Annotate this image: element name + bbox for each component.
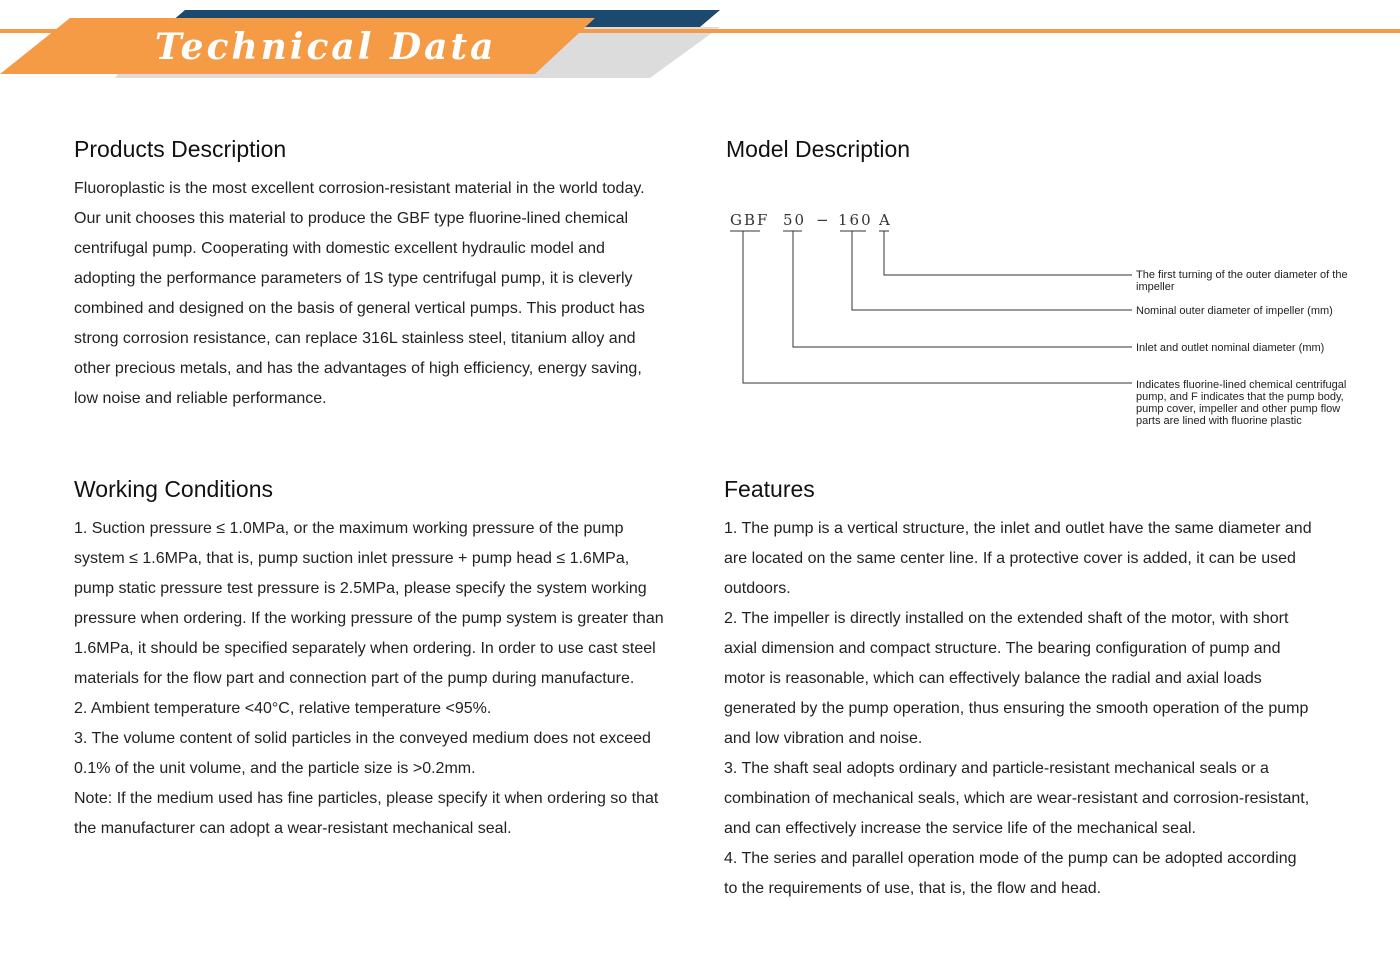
- model-diagram-svg: [726, 200, 1386, 440]
- feature-item: 4. The series and parallel operation mode of the pump can be adopted according to the requirements of use, that is, the flow and head.: [724, 850, 1297, 897]
- label-first-turning-2: impeller: [1136, 281, 1175, 293]
- leader-50: [793, 231, 1132, 347]
- working-condition-note: Note: If the medium used has fine particles, please specify it when ordering so that the manufacturer can adopt a wear-resistant mechanical seal.: [74, 790, 659, 837]
- header-banner: [0, 0, 1400, 90]
- label-fluorine-lined-1: Indicates fluorine-lined chemical centrifugal: [1136, 379, 1347, 391]
- model-code-a: A: [879, 211, 892, 229]
- working-condition-item: 2. Ambient temperature <40°C, relative temperature <95%.: [74, 700, 492, 717]
- products-description-heading: Products Description: [74, 136, 287, 162]
- feature-item: 3. The shaft seal adopts ordinary and particle-resistant mechanical seals or a combination of mechanical seals, which are wear-resistant and corrosion-resistant, and can effectively increase the service life of the mechanical seal.: [724, 760, 1310, 837]
- working-conditions-section: [74, 474, 664, 844]
- leader-160: [852, 231, 1132, 310]
- feature-item: 1. The pump is a vertical structure, the inlet and outlet have the same diameter and are located on the same center line. If a protective cover is added, it can be used outdoors.: [724, 520, 1312, 597]
- leader-a: [884, 231, 1132, 275]
- model-description-heading: Model Description: [726, 136, 911, 162]
- model-code-160: 160: [838, 211, 873, 229]
- working-condition-item: 1. Suction pressure ≤ 1.0MPa, or the maximum working pressure of the pump system ≤ 1.6MPa, that is, pump suction inlet pressure + pump head ≤ 1.6MPa, pump static pressure test pressure is 2.5MPa, please specify the system working pressure when ordering. If the working pressure of the pump system is greater than 1.6MPa, it should be specified separately when ordering. In order to use cast steel materials for the flow part and connection part of the pump during manufacture.: [74, 520, 664, 687]
- model-code-dash: −: [816, 211, 831, 229]
- label-fluorine-lined-2: pump, and F indicates that the pump body,: [1136, 391, 1344, 403]
- label-fluorine-lined-3: pump cover, impeller and other pump flow: [1136, 403, 1341, 415]
- label-nominal-outer-diameter: Nominal outer diameter of impeller (mm): [1136, 305, 1333, 317]
- model-description-section: [726, 134, 1326, 164]
- working-conditions-heading: Working Conditions: [74, 476, 274, 502]
- model-code-diagram: [726, 200, 1386, 440]
- page-title: Technical Data: [155, 26, 497, 68]
- model-code-gbf: GBF: [730, 211, 770, 229]
- features-heading: Features: [724, 476, 815, 502]
- model-code-50: 50: [783, 211, 807, 229]
- label-fluorine-lined-4: parts are lined with fluorine plastic: [1136, 415, 1302, 427]
- feature-item: 2. The impeller is directly installed on the extended shaft of the motor, with short axial dimension and compact structure. The bearing configuration of pump and motor is reasonable, which can effectively balance the radial and axial loads generated by the pump operation, thus ensuring the smooth operation of the pump and low vibration and noise.: [724, 610, 1309, 747]
- label-inlet-outlet-diameter: Inlet and outlet nominal diameter (mm): [1136, 342, 1325, 354]
- features-section: [724, 474, 1314, 904]
- leader-gbf: [743, 231, 1132, 383]
- products-description-text: Fluoroplastic is the most excellent corrosion-resistant material in the world today. Our unit chooses this material to produce the GBF type fluorine-lined chemical centrifugal pump. Cooperating with domestic excellent hydraulic model and adopting the performance parameters of 1S type centrifugal pump, it is cleverly combined and designed on the basis of general vertical pumps. This product has strong corrosion resistance, can replace 316L stainless steel, titanium alloy and other precious metals, and has the advantages of high efficiency, energy saving, low noise and reliable performance.: [74, 180, 645, 407]
- working-condition-item: 3. The volume content of solid particles in the conveyed medium does not exceed 0.1% of the unit volume, and the particle size is >0.2mm.: [74, 730, 651, 777]
- label-first-turning-1: The first turning of the outer diameter of the: [1136, 269, 1348, 281]
- products-description-section: [74, 134, 664, 414]
